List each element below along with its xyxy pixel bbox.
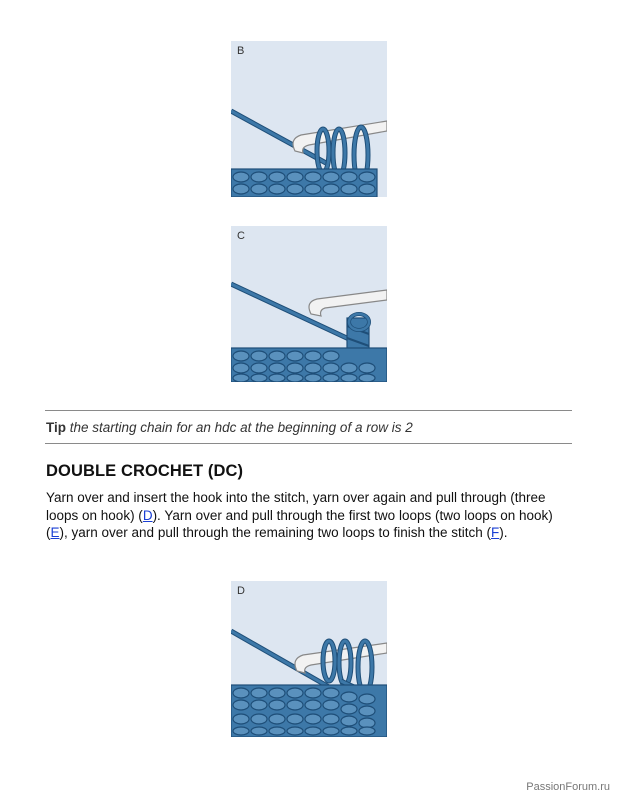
tip-top-rule	[45, 410, 572, 411]
watermark: PassionForum.ru	[526, 781, 610, 793]
figure-label-b: B	[237, 45, 245, 57]
para-part-2: ). Yarn over and pull through the first two loops (two loops on hook) (	[46, 507, 553, 541]
link-figure-e[interactable]: E	[50, 525, 60, 541]
section-paragraph	[46, 489, 576, 542]
tip-box	[46, 420, 413, 435]
crochet-illustration-c	[231, 226, 387, 382]
figure-b	[231, 41, 387, 197]
tip-bottom-rule	[45, 443, 572, 444]
figure-label-d: D	[237, 585, 245, 597]
crochet-illustration-b	[231, 41, 387, 197]
crochet-illustration-d	[231, 581, 387, 737]
link-figure-f[interactable]: F	[491, 525, 500, 541]
tip-text: the starting chain for an hdc at the beginning of a row is 2	[66, 420, 413, 435]
figure-c	[231, 226, 387, 382]
para-part-4: ).	[499, 525, 508, 541]
figure-d	[231, 581, 387, 737]
para-part-3: ), yarn over and pull through the remaining two loops to finish the stitch (	[59, 525, 491, 541]
para-part-1: Yarn over and insert the hook into the stitch, yarn over again and pull through (three loops on hook) (	[46, 490, 546, 523]
section-heading: DOUBLE CROCHET (DC)	[46, 462, 244, 480]
link-figure-d[interactable]: D	[142, 507, 153, 523]
tip-label: Tip	[46, 420, 66, 435]
figure-label-c: C	[237, 230, 245, 242]
